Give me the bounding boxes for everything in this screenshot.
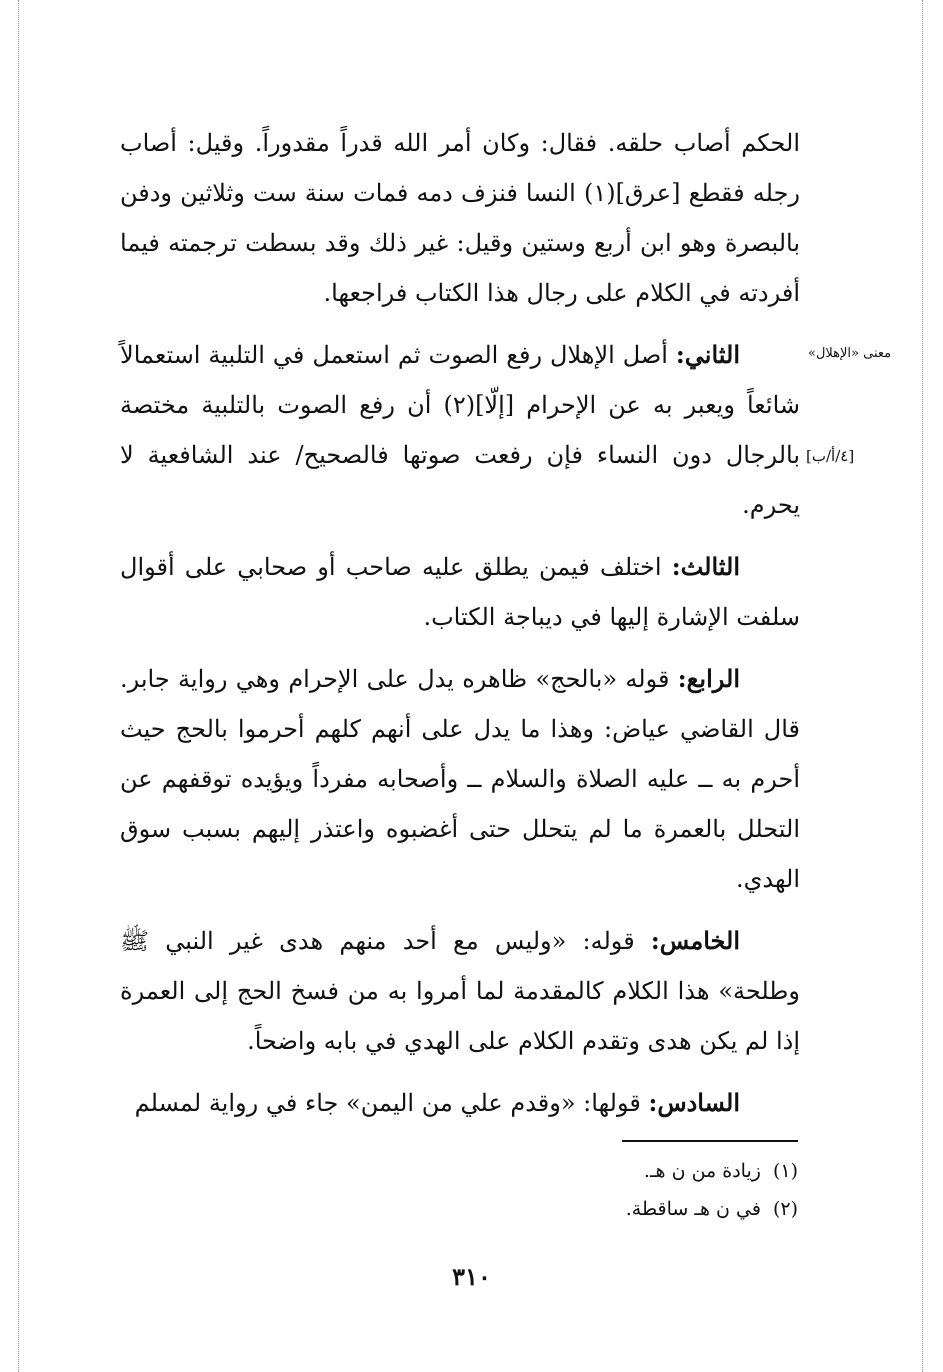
footnote-text: زيادة من ن هـ. xyxy=(643,1160,761,1182)
page-edge-right xyxy=(922,0,923,1372)
paragraph-lead: الثالث: xyxy=(671,552,740,581)
footnote-divider xyxy=(622,1140,798,1142)
paragraph-text: قوله: «وليس مع أحد منهم هدى غير النبي ﷺ وطلحة» هذا الكلام كالمقدمة لما أمروا به من فسخ الحج إلى العمرة إذا لم يكن هدى وتقدم الكلام على الهدي في بابه واضحاً. xyxy=(120,927,800,1055)
margin-note-ihlal: معنى «الإهلال» xyxy=(808,346,892,361)
paragraph-text: الحكم أصاب حلقه. فقال: وكان أمر الله قدراً مقدوراً. وقيل: أصاب رجله فقطع [عرق](١) النسا فنزف دمه فمات سنة ست وثلاثين ودفن بالبصرة وهو ابن أربع وستين وقيل: غير ذلك وقد بسطت ترجمته فيما أفردته في الكلام على رجال هذا الكتاب فراجعها. xyxy=(120,129,800,307)
paragraph-third xyxy=(120,542,800,642)
paragraph-text: قوله «بالحج» ظاهره يدل على الإحرام وهي رواية جابر. قال القاضي عياض: وهذا ما يدل على أنهم كلهم أحرموا بالحج حيث أحرم به ــ عليه الصلاة والسلام ــ وأصحابه مفرداً ويؤيده توقفهم عن التحلل بالعمرة ما لم يتحلل حتى أغضبوه واعتذر إليهم بسبب سوق الهدي. xyxy=(120,665,800,893)
footnote-item xyxy=(400,1190,798,1228)
paragraph-text: قولها: «وقدم علي من اليمن» جاء في رواية لمسلم xyxy=(134,1089,649,1117)
footnote-text: في ن هـ ساقطة. xyxy=(625,1198,761,1220)
footnote-number: (٢) xyxy=(772,1198,798,1220)
footnotes xyxy=(400,1152,798,1228)
page-edge-left xyxy=(18,0,19,1372)
paragraph-text: اختلف فيمن يطلق عليه صاحب أو صحابي على أقوال سلفت الإشارة إليها في ديباجة الكتاب. xyxy=(120,553,800,631)
paragraph-lead: الرابع: xyxy=(677,664,740,693)
footnote-item xyxy=(400,1152,798,1190)
page-number: ٣١٠ xyxy=(452,1262,491,1291)
paragraph-lead: السادس: xyxy=(648,1088,740,1117)
paragraph-lead: الثاني: xyxy=(675,340,740,369)
paragraph-fourth xyxy=(120,654,800,904)
footnote-number: (١) xyxy=(772,1160,798,1182)
main-text xyxy=(120,118,800,1140)
paragraph-lead: الخامس: xyxy=(650,926,740,955)
paragraph-intro xyxy=(120,118,800,318)
paragraph-sixth xyxy=(120,1078,800,1128)
paragraph-fifth xyxy=(120,916,800,1066)
paragraph-text: أصل الإهلال رفع الصوت ثم استعمل في التلبية استعمالاً شائعاً ويعبر به عن الإحرام [إلّا](٢) أن رفع الصوت بالتلبية مختصة بالرجال دون النساء فإن رفعت صوتها فالصحيح/ عند الشافعية لا يحرم. xyxy=(120,341,800,519)
margin-note-folio: [٤/أ/ب] xyxy=(806,447,855,465)
paragraph-second xyxy=(120,330,800,530)
